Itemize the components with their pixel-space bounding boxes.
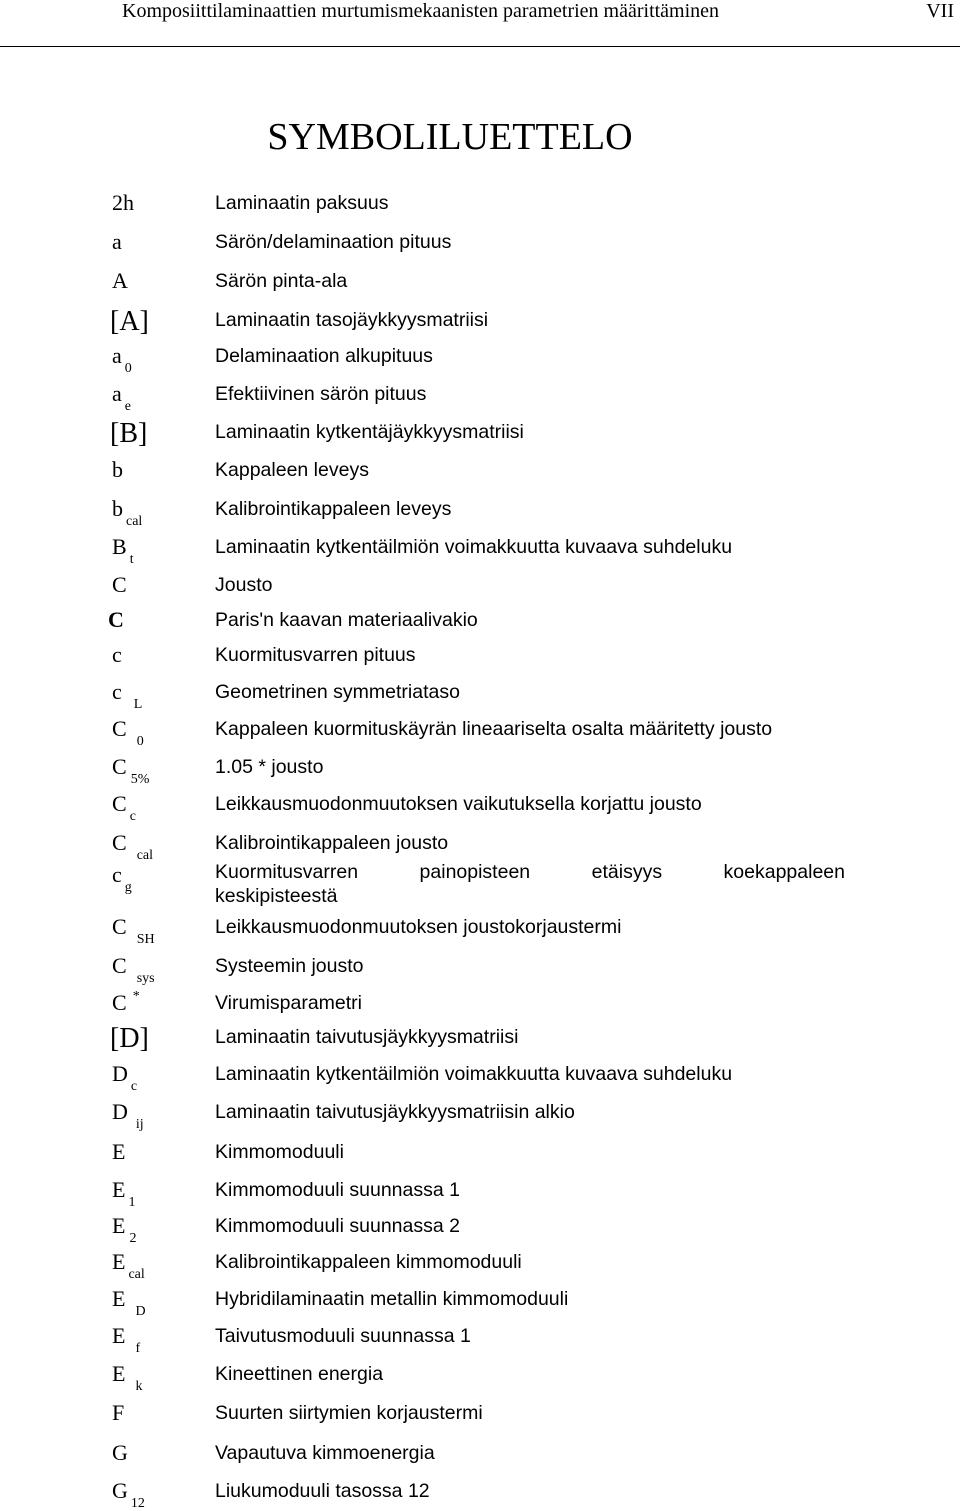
symbol-main: C [112,953,127,978]
symbol-description: Laminaatin kytkentäilmiön voimakkuutta kuvaava suhdeluku [215,536,733,558]
symbol-description: Kappaleen kuormituskäyrän lineaariselta osalta määritetty jousto [215,718,773,740]
symbol-description: Kalibrointikappaleen kimmomoduuli [215,1251,522,1273]
symbol [112,381,131,414]
symbol-description: Laminaatin kytkentäjäykkyysmatriisi [215,421,524,443]
symbol [112,1213,137,1246]
symbol-description: Särön pinta-ala [215,270,348,292]
symbol-subscript: g [124,880,132,895]
symbol [112,268,128,294]
symbol-subscript: 0 [124,361,132,376]
symbol [112,862,132,895]
symbol-main: G [112,1478,128,1503]
page-title: SYMBOLILUETTELO [267,116,633,158]
symbol-description: Laminaatin taivutusjäykkyysmatriisi [215,1026,519,1048]
symbol [112,1286,146,1319]
symbol-description: Kalibrointikappaleen jousto [215,832,449,854]
symbol-subscript: t [129,552,134,567]
symbol-description: Kuormitusvarren pituus [215,644,416,666]
page-number: VII [926,0,954,22]
symbol-main: C [112,716,127,741]
symbol [112,990,140,1020]
symbol-main: [A] [110,306,149,337]
symbol-description: Geometrinen symmetriataso [215,681,460,703]
symbol-main: a [112,343,122,368]
symbol-main: a [112,381,122,406]
symbol [112,1099,144,1132]
symbol-description: Vapautuva kimmoenergia [215,1442,435,1464]
symbol [112,1139,125,1165]
symbol [112,1361,143,1394]
symbol-description: Efektiivinen särön pituus [215,383,427,405]
symbol-main: 2h [112,190,134,215]
symbol-main: C [112,830,127,855]
symbol-main: E [112,1139,126,1164]
symbol-description: Virumisparametri [215,992,363,1014]
symbol-description: Delaminaation alkupituus [215,345,433,367]
symbol [112,534,134,567]
symbol [112,1177,136,1210]
symbol-main: c [112,679,122,704]
symbol-subscript: k [135,1379,143,1394]
symbol [112,642,122,668]
symbol-description: Suurten siirtymien korjaustermi [215,1402,483,1424]
symbol-subscript: e [124,399,131,414]
symbol-main: E [112,1323,126,1348]
symbol-description: Kimmomoduuli suunnassa 1 [215,1179,460,1201]
symbol-main: E [112,1361,126,1386]
symbol-description: Liukumoduuli tasossa 12 [215,1480,430,1502]
symbol-main: E [112,1286,126,1311]
symbol-subscript: cal [126,514,143,529]
symbol-main: D [112,1061,128,1086]
symbol-description: Hybridilaminaatin metallin kimmomoduuli [215,1288,569,1310]
symbol-subscript: f [135,1341,141,1356]
symbol [112,679,143,712]
symbol-main: E [112,1177,126,1202]
symbol-main: E [112,1249,126,1274]
symbol [112,343,132,376]
symbol-description: Särön/delaminaation pituus [215,231,452,253]
symbol-subscript: cal [128,1267,145,1282]
symbol-main: [D] [110,1023,149,1054]
symbol-main: [B] [110,418,148,449]
symbol [112,572,127,598]
description-line: keskipisteestä [215,885,338,907]
symbol-description: Kappaleen leveys [215,459,369,481]
symbol-main: a [112,229,122,254]
symbol-main: C [112,754,127,779]
symbol-subscript: D [135,1304,146,1319]
symbol [112,229,122,255]
symbol [112,190,134,216]
symbol-main: C [112,791,127,816]
symbol-description: Kineettinen energia [215,1363,384,1385]
symbol-main: c [112,862,122,887]
symbol-main: D [112,1099,128,1124]
symbol-subscript: sys [136,971,155,986]
symbol [112,1323,141,1356]
symbol-subscript: L [133,697,143,712]
symbol [112,1440,128,1466]
symbol-description: Kalibrointikappaleen leveys [215,498,452,520]
header-title: Komposiittilaminaattien murtumismekaanisten parametrien määrittäminen [122,0,720,22]
symbol-main: A [112,268,128,293]
symbol [112,1478,145,1511]
symbol [112,1400,124,1426]
symbol-main: C [108,607,124,632]
symbol-subscript: SH [136,932,155,947]
symbol [110,418,148,449]
symbol [110,1023,149,1054]
symbol [112,496,143,529]
symbol [112,457,123,483]
symbol-subscript: 12 [130,1496,145,1511]
symbol-description: 1.05 * jousto [215,756,324,778]
symbol-main: b [112,457,123,482]
symbol-subscript: 1 [128,1195,136,1210]
symbol-description: Laminaatin taivutusjäykkyysmatriisin alkio [215,1101,575,1123]
symbol [108,607,124,633]
symbol-subscript: 5% [130,772,150,787]
symbol-subscript: 2 [129,1231,137,1246]
symbol-description: Leikkausmuodonmuutoksen joustokorjaustermi [215,916,622,938]
symbol [112,1061,138,1094]
symbol-subscript: 0 [136,734,144,749]
symbol-main: C [112,990,127,1015]
symbol-main: C [112,914,127,939]
symbol-description: Laminaatin kytkentäilmiön voimakkuutta kuvaava suhdeluku [215,1063,733,1085]
symbol [112,716,144,749]
symbol-subscript: cal [136,848,154,863]
symbol-description [215,860,845,908]
symbol-description: Laminaatin paksuus [215,192,389,214]
symbol [112,914,155,947]
symbol-main: b [112,496,123,521]
symbol-description: Laminaatin tasojäykkyysmatriisi [215,309,489,331]
symbol-description: Leikkausmuodonmuutoksen vaikutuksella korjattu jousto [215,793,702,815]
symbol [110,306,149,337]
symbol-description: Systeemin jousto [215,955,364,977]
symbol-superscript: * [132,989,140,1004]
symbol-description: Taivutusmoduuli suunnassa 1 [215,1325,471,1347]
symbol [112,1249,145,1282]
symbol-main: F [112,1400,125,1425]
symbol-description: Jousto [215,574,273,596]
symbol [112,830,154,863]
symbol [112,791,136,824]
symbol [112,953,155,986]
description-line: Kuormitusvarren painopisteen etäisyys koekappaleen [215,861,845,883]
symbol-description: Paris'n kaavan materiaalivakio [215,609,478,631]
symbol-main: B [112,534,127,559]
symbol-description: Kimmomoduuli [215,1141,344,1163]
symbol [112,754,150,787]
symbol-subscript: c [129,809,136,824]
symbol-subscript: ij [135,1117,144,1132]
symbol-main: G [112,1440,128,1465]
symbol-main: C [112,572,127,597]
symbol-subscript: c [130,1079,138,1094]
symbol-main: E [112,1213,126,1238]
symbol-description: Kimmomoduuli suunnassa 2 [215,1215,460,1237]
symbol-main: c [112,642,122,667]
